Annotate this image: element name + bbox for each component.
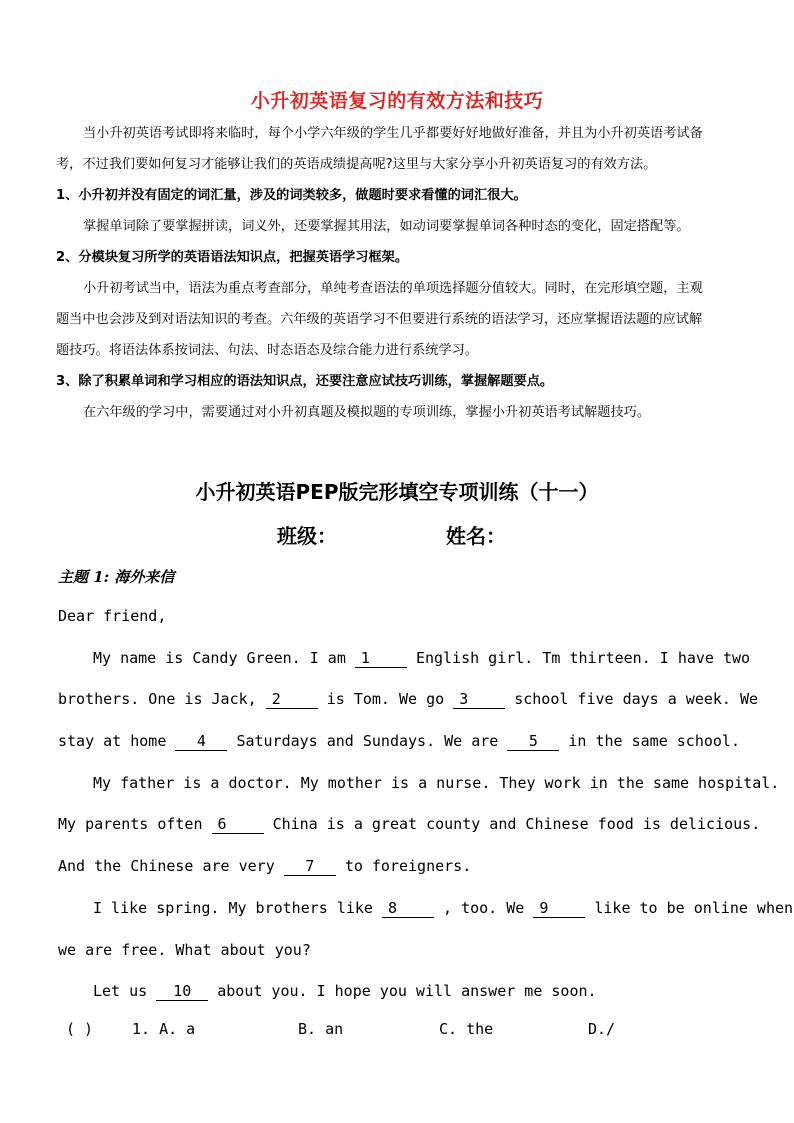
salutation: Dear friend,: [58, 607, 167, 625]
question-stem: 1. A. a: [132, 1020, 196, 1038]
passage-text: school five days a week. We: [514, 690, 759, 709]
passage-text: China is a great county and Chinese food is delicious.: [272, 815, 761, 834]
class-name-row: [0, 520, 794, 550]
passage-line: [58, 721, 740, 763]
intro-paragraph-line: 当小升初英语考试即将来临时，每个小学六年级的学生几乎都要好好地做好准备，并且为小升初英语考试备: [83, 126, 703, 141]
intro-text: [56, 118, 746, 428]
passage-text: we are free. What about you?: [58, 940, 311, 959]
intro-title: 小升初英语复习的有效方法和技巧: [250, 90, 544, 112]
cloze-blank: 2: [266, 690, 318, 709]
intro-paragraph-line: 掌握单词除了要掌握拼读，词义外，还要掌握其用法，如动词要掌握单词各种时态的变化，固定搭配等。: [83, 219, 690, 234]
passage-text: is Tom. We go: [326, 690, 445, 709]
cloze-blank: 7: [284, 857, 336, 876]
answer-parentheses: ( ): [66, 1020, 94, 1038]
option-d: D./: [588, 1020, 616, 1038]
intro-paragraph-line: 考，不过我们要如何复习才能够让我们的英语成绩提高呢?这里与大家分享小升初英语复习的有效方法。: [56, 157, 657, 172]
passage-line: [58, 638, 751, 680]
passage-text: Let us: [93, 982, 148, 1001]
cloze-blank: 8: [382, 899, 434, 918]
cloze-blank: 3: [453, 690, 505, 709]
passage-text: English girl. Tm thirteen. I have two: [415, 648, 751, 667]
intro-paragraph-line: 在六年级的学习中，需要通过对小升初真题及模拟题的专项训练，掌握小升初英语考试解题技巧。: [83, 405, 651, 420]
worksheet-title: 小升初英语PEP版完形填空专项训练（十一）: [195, 480, 599, 504]
class-label: 班级：: [277, 524, 337, 548]
cloze-blank: 5: [507, 732, 559, 751]
passage-line: [58, 679, 759, 721]
option-b: B. an: [298, 1020, 344, 1038]
passage-text: in the same school.: [568, 732, 740, 751]
passage-line: [58, 888, 794, 930]
passage-text: , too. We: [443, 898, 525, 917]
cloze-blank: 9: [533, 899, 585, 918]
passage-text: about you. I hope you will answer me soon.: [217, 982, 597, 1001]
option-c: C. the: [439, 1020, 494, 1038]
passage-line: [58, 930, 740, 972]
name-label: 姓名：: [446, 524, 506, 548]
intro-paragraph-line: 小升初考试当中，语法为重点考查部分，单纯考查语法的单项选择题分值较大。同时，在完形填空题，主观: [83, 281, 703, 296]
question-1: [66, 1020, 746, 1048]
intro-heading: 3、除了积累单词和学习相应的语法知识点，还要注意应试技巧训练，掌握解题要点。: [56, 374, 554, 389]
intro-heading: 2、分模块复习所学的英语语法知识点，把握英语学习框架。: [56, 250, 409, 265]
cloze-blank: 6: [212, 815, 264, 834]
passage-text: And the Chinese are very: [58, 857, 275, 876]
theme-heading: 主题 1: 海外来信: [58, 568, 175, 586]
passage-line: [58, 971, 740, 1013]
passage-text: brothers. One is Jack,: [58, 690, 257, 709]
passage-text: My parents often: [58, 815, 203, 834]
passage-text: I like spring. My brothers like: [93, 898, 373, 917]
passage-line: [58, 804, 761, 846]
cloze-passage: [58, 596, 794, 1013]
intro-heading: 1、小升初并没有固定的词汇量，涉及的词类较多，做题时要求看懂的词汇很大。: [56, 188, 527, 203]
passage-text: Saturdays and Sundays. We are: [236, 732, 499, 751]
passage-line: [58, 846, 740, 888]
passage-text: to foreigners.: [344, 857, 472, 876]
cloze-blank: 4: [175, 732, 227, 751]
intro-paragraph-line: 题当中也会涉及到对语法知识的考查。六年级的英语学习不但要进行系统的语法学习，还应掌握语法题的应试解: [56, 312, 703, 327]
passage-text: stay at home: [58, 732, 167, 751]
cloze-blank: 1: [355, 649, 407, 668]
cloze-blank: 10: [156, 982, 208, 1001]
passage-text: My name is Candy Green. I am: [93, 648, 346, 667]
passage-text: like to be online when: [594, 898, 794, 917]
passage-line: [58, 763, 780, 805]
intro-paragraph-line: 题技巧。将语法体系按词法、句法、时态语态及综合能力进行系统学习。: [56, 343, 478, 358]
passage-text: My father is a doctor. My mother is a nurse. They work in the same hospital.: [93, 773, 780, 792]
